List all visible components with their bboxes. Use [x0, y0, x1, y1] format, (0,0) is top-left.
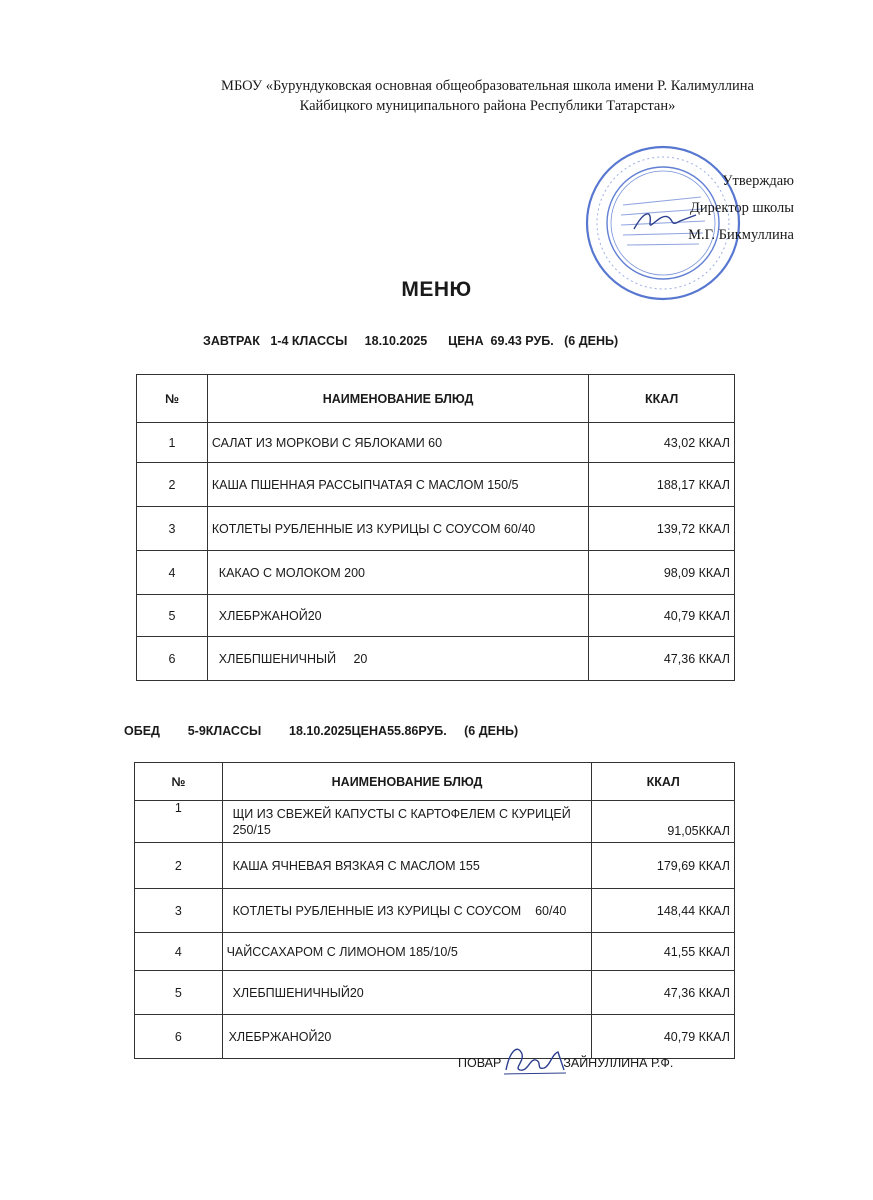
row-dish: ХЛЕБРЖАНОЙ20 [222, 1015, 592, 1059]
row-dish: КОТЛЕТЫ РУБЛЕННЫЕ ИЗ КУРИЦЫ С СОУСОМ 60/40 [222, 889, 592, 933]
school-header-line2: Кайбицкого муниципального района Республики Татарстан» [299, 98, 676, 114]
row-dish: САЛАТ ИЗ МОРКОВИ С ЯБЛОКАМИ 60 [207, 423, 588, 463]
row-kcal: 91,05ККАЛ [592, 801, 735, 843]
row-kcal: 47,36 ККАЛ [589, 637, 735, 681]
table-header-row [137, 375, 735, 423]
column-header-num: № [137, 375, 208, 423]
row-num: 2 [135, 843, 223, 889]
column-header-kcal: ККАЛ [592, 763, 735, 801]
row-num: 6 [135, 1015, 223, 1059]
column-header-name: НАИМЕНОВАНИЕ БЛЮД [222, 763, 592, 801]
row-dish: ХЛЕБПШЕНИЧНЫЙ20 [222, 971, 592, 1015]
breakfast-table [136, 374, 735, 681]
row-dish: ЩИ ИЗ СВЕЖЕЙ КАПУСТЫ С КАРТОФЕЛЕМ С КУРИЦЕЙ 250/15 [222, 801, 592, 843]
row-dish: КАКАО С МОЛОКОМ 200 [207, 551, 588, 595]
row-num: 2 [137, 463, 208, 507]
row-kcal: 139,72 ККАЛ [589, 507, 735, 551]
table-row [135, 1015, 735, 1059]
table-row [135, 889, 735, 933]
row-kcal: 40,79 ККАЛ [592, 1015, 735, 1059]
row-num: 5 [135, 971, 223, 1015]
column-header-num: № [135, 763, 223, 801]
row-dish: ЧАЙССАХАРОМ С ЛИМОНОМ 185/10/5 [222, 933, 592, 971]
column-header-kcal: ККАЛ [589, 375, 735, 423]
table-row [135, 843, 735, 889]
table-row [135, 933, 735, 971]
row-dish: ХЛЕБРЖАНОЙ20 [207, 595, 588, 637]
lunch-rows [135, 801, 735, 1059]
table-row [135, 971, 735, 1015]
row-kcal: 98,09 ККАЛ [589, 551, 735, 595]
table-row [137, 637, 735, 681]
row-num: 3 [135, 889, 223, 933]
row-kcal: 148,44 ККАЛ [592, 889, 735, 933]
column-header-name: НАИМЕНОВАНИЕ БЛЮД [207, 375, 588, 423]
row-kcal: 188,17 ККАЛ [589, 463, 735, 507]
row-num: 6 [137, 637, 208, 681]
row-kcal: 179,69 ККАЛ [592, 843, 735, 889]
table-row [137, 551, 735, 595]
row-dish: КОТЛЕТЫ РУБЛЕННЫЕ ИЗ КУРИЦЫ С СОУСОМ 60/40 [207, 507, 588, 551]
table-row [137, 423, 735, 463]
school-header [120, 76, 855, 116]
row-num: 3 [137, 507, 208, 551]
cook-label: ПОВАР [458, 1056, 502, 1070]
lunch-heading: ОБЕД 5-9КЛАССЫ 18.10.2025ЦЕНА55.86РУБ. (6 ДЕНЬ) [124, 724, 519, 738]
row-dish: ХЛЕБПШЕНИЧНЫЙ 20 [207, 637, 588, 681]
cook-signature-line [458, 1056, 673, 1070]
table-row [137, 507, 735, 551]
approval-line3: М.Г. Бикмуллина [688, 227, 794, 243]
approval-line1: Утверждаю [722, 173, 794, 189]
row-num: 1 [137, 423, 208, 463]
row-kcal: 40,79 ККАЛ [589, 595, 735, 637]
cook-name: ЗАЙНУЛЛИНА Р.Ф. [563, 1056, 674, 1070]
table-row [135, 801, 735, 843]
row-num: 1 [135, 801, 223, 843]
breakfast-rows [137, 423, 735, 681]
approval-block [688, 168, 794, 249]
row-kcal: 43,02 ККАЛ [589, 423, 735, 463]
row-kcal: 41,55 ККАЛ [592, 933, 735, 971]
row-kcal: 47,36 ККАЛ [592, 971, 735, 1015]
page-title: МЕНЮ [401, 278, 472, 301]
row-dish: КАША ЯЧНЕВАЯ ВЯЗКАЯ С МАСЛОМ 155 [222, 843, 592, 889]
table-header-row [135, 763, 735, 801]
row-num: 5 [137, 595, 208, 637]
school-header-line1: МБОУ «Бурундуковская основная общеобразовательная школа имени Р. Калимуллина [221, 78, 754, 94]
row-num: 4 [135, 933, 223, 971]
breakfast-heading: ЗАВТРАК 1-4 КЛАССЫ 18.10.2025 ЦЕНА 69.43 РУБ. (6 ДЕНЬ) [203, 334, 619, 348]
table-row [137, 595, 735, 637]
table-row [137, 463, 735, 507]
lunch-table [134, 762, 735, 1059]
approval-line2: Директор школы [690, 200, 794, 216]
row-num: 4 [137, 551, 208, 595]
row-dish: КАША ПШЕННАЯ РАССЫПЧАТАЯ С МАСЛОМ 150/5 [207, 463, 588, 507]
